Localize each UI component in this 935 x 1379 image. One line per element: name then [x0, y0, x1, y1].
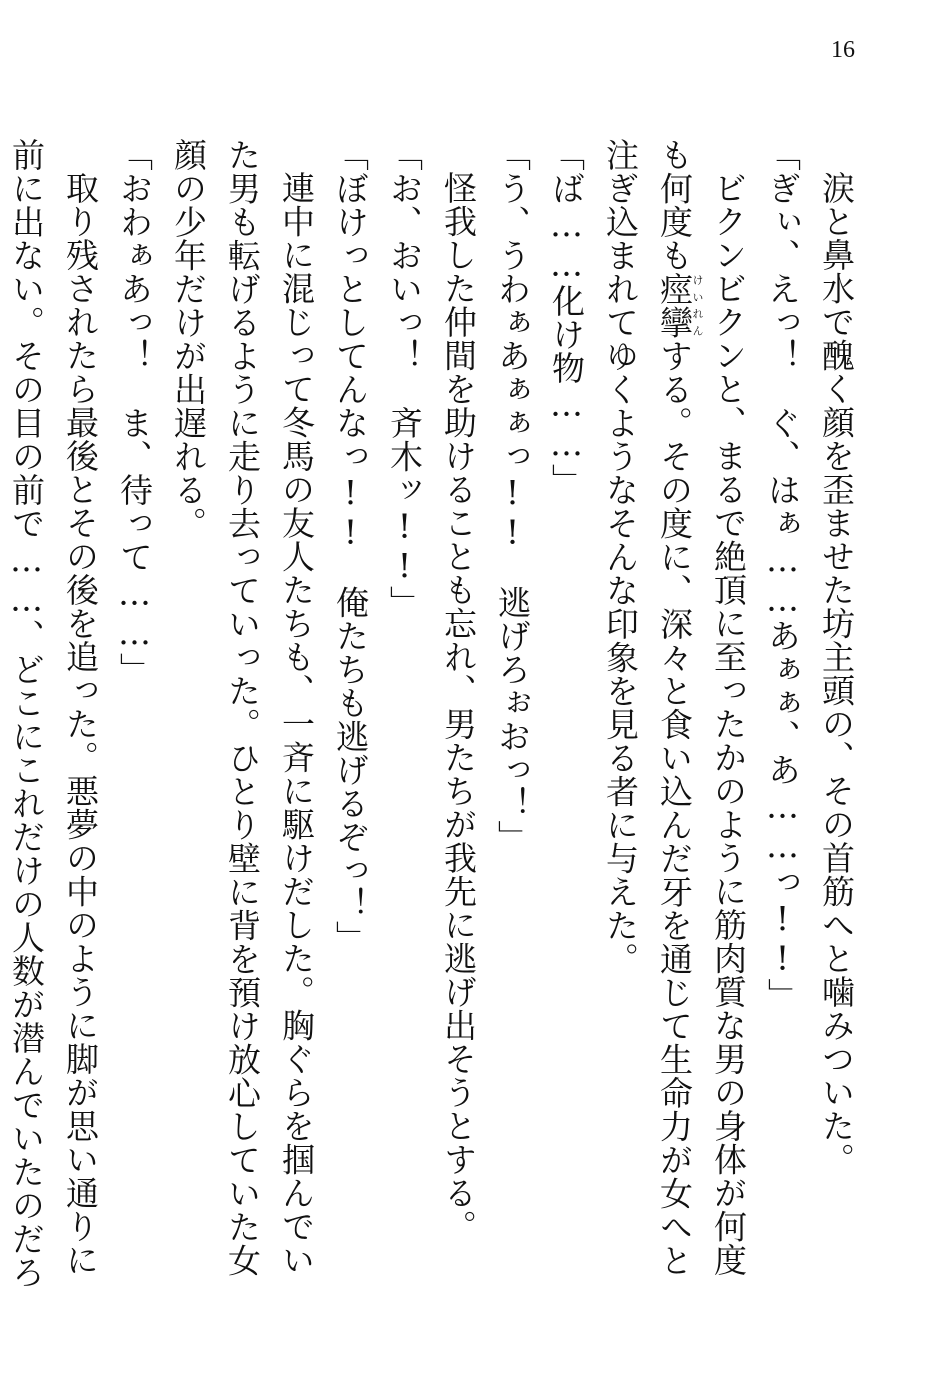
- dialogue-line: 「ば……化け物……」: [547, 138, 586, 497]
- ruby-base: 痙攣: [655, 272, 694, 339]
- dialogue-line: 「お、おいっ！ 斉木ッ!!」: [385, 138, 424, 619]
- dialogue-line: 「う、うわぁあぁぁっ!! 逃げろぉおっ！」: [493, 138, 532, 854]
- paragraph: 取り残されたら最後とその後を追った。悪夢の中のように脚が思い通りに前に出ない。その目の前で……、どこにこれだけの人数が潜んでいたのだろ: [7, 138, 100, 1289]
- paragraph: 涙と鼻水で醜く顔を歪ませた坊主頭の、その首筋へと噛みついた。: [817, 171, 856, 1176]
- dialogue-line: 「ぼけっとしてんなっ!! 俺たちも逃げるぞっ！」: [331, 138, 370, 954]
- paragraph: 怪我した仲間を助けることも忘れ、男たちが我先に逃げ出そうとする。: [439, 171, 478, 1243]
- vertical-text-body: [7, 138, 863, 1298]
- paragraph-text: する。その度に、深々と食い込んだ牙を通じて生命力が女へと注ぎ込まれてゆくようなそんな印象を見る者に与えた。: [601, 138, 694, 1277]
- paragraph: [593, 138, 755, 1298]
- paragraph-text: ビクンビクンと、まるで絶頂に至ったかのように筋肉質な男の身体が何度も何度も: [655, 138, 748, 1277]
- dialogue-line: 「おわぁあっ！ ま、待って……」: [115, 138, 154, 686]
- ruby-word: [655, 272, 704, 339]
- paragraph: 連中に混じって冬馬の友人たちも、一斉に駆けだした。胸ぐらを掴んでいた男も転げるように走り去っていった。ひとり壁に背を預け放心していた女顔の少年だけが出遅れる。: [169, 138, 316, 1277]
- page-number: 16: [831, 37, 855, 63]
- dialogue-line: 「ぎぃ、えっ！ ぐ、はぁ……あぁぁ、あ……っ!!」: [763, 138, 802, 1012]
- ruby-reading: けいれん: [691, 272, 704, 339]
